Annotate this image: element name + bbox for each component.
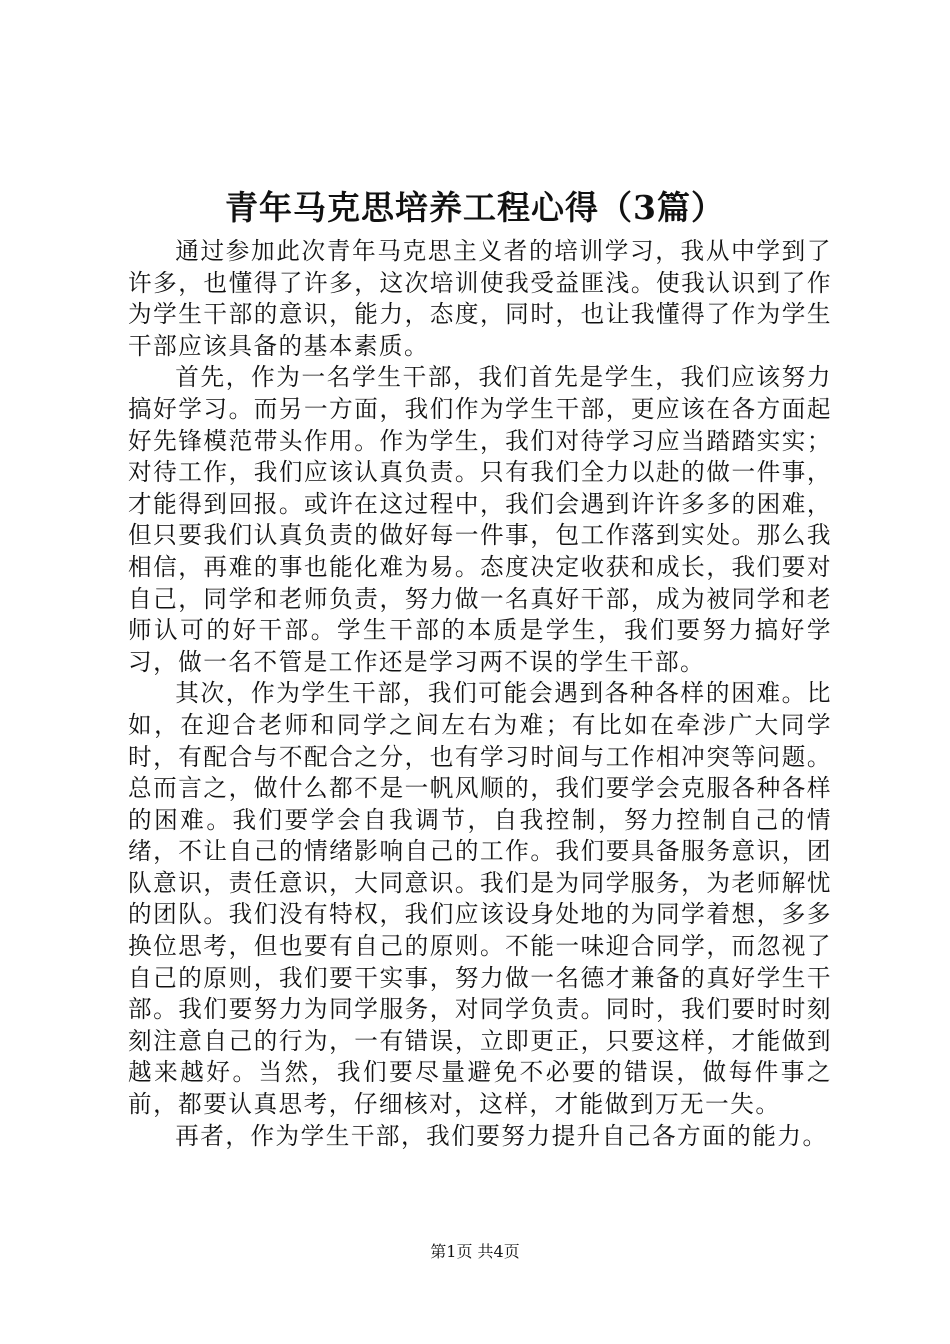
paragraph-1: 通过参加此次青年马克思主义者的培训学习，我从中学到了许多，也懂得了许多，这次培训使我受益匪浅。使我认识到了作为学生干部的意识，能力，态度，同时，也让我懂得了作为学生干部应该具备的基本素质。: [128, 237, 832, 360]
document-title: 青年马克思培养工程心得（3篇）: [225, 188, 725, 227]
paragraph-4: 再者，作为学生干部，我们要努力提升自己各方面的能力。: [175, 1121, 828, 1150]
document-body: [128, 236, 832, 1152]
page-footer: 第1页 共4页: [430, 1242, 520, 1261]
paragraph-3: 其次，作为学生干部，我们可能会遇到各种各样的困难。比如，在迎合老师和同学之间左右为难；有比如在牵涉广大同学时，有配合与不配合之分，也有学习时间与工作相冲突等问题。总而言之，做什么都不是一帆风顺的，我们要学会克服各种各样的困难。我们要学会自我调节，自我控制，努力控制自己的情绪，不让自己的情绪影响自己的工作。我们要具备服务意识，团队意识，责任意识，大同意识。我们是为同学服务，为老师解忧的团队。我们没有特权，我们应该设身处地的为同学着想，多多换位思考，但也要有自己的原则。不能一味迎合同学，而忽视了自己的原则，我们要干实事，努力做一名德才兼备的真好学生干部。我们要努力为同学服务，对同学负责。同时，我们要时时刻刻注意自己的行为，一有错误，立即更正，只要这样，才能做到越来越好。当然，我们要尽量避免不必要的错误，做每件事之前，都要认真思考，仔细核对，这样，才能做到万无一失。: [128, 679, 832, 1119]
paragraph-2: 首先，作为一名学生干部，我们首先是学生，我们应该努力搞好学习。而另一方面，我们作为学生干部，更应该在各方面起好先锋模范带头作用。作为学生，我们对待学习应当踏踏实实；对待工作，我们应该认真负责。只有我们全力以赴的做一件事，才能得到回报。或许在这过程中，我们会遇到许许多多的困难，但只要我们认真负责的做好每一件事，包工作落到实处。那么我相信，再难的事也能化难为易。态度决定收获和成长，我们要对自己，同学和老师负责，努力做一名真好干部，成为被同学和老师认可的好干部。学生干部的本质是学生，我们要努力搞好学习，做一名不管是工作还是学习两不误的学生干部。: [128, 363, 832, 676]
